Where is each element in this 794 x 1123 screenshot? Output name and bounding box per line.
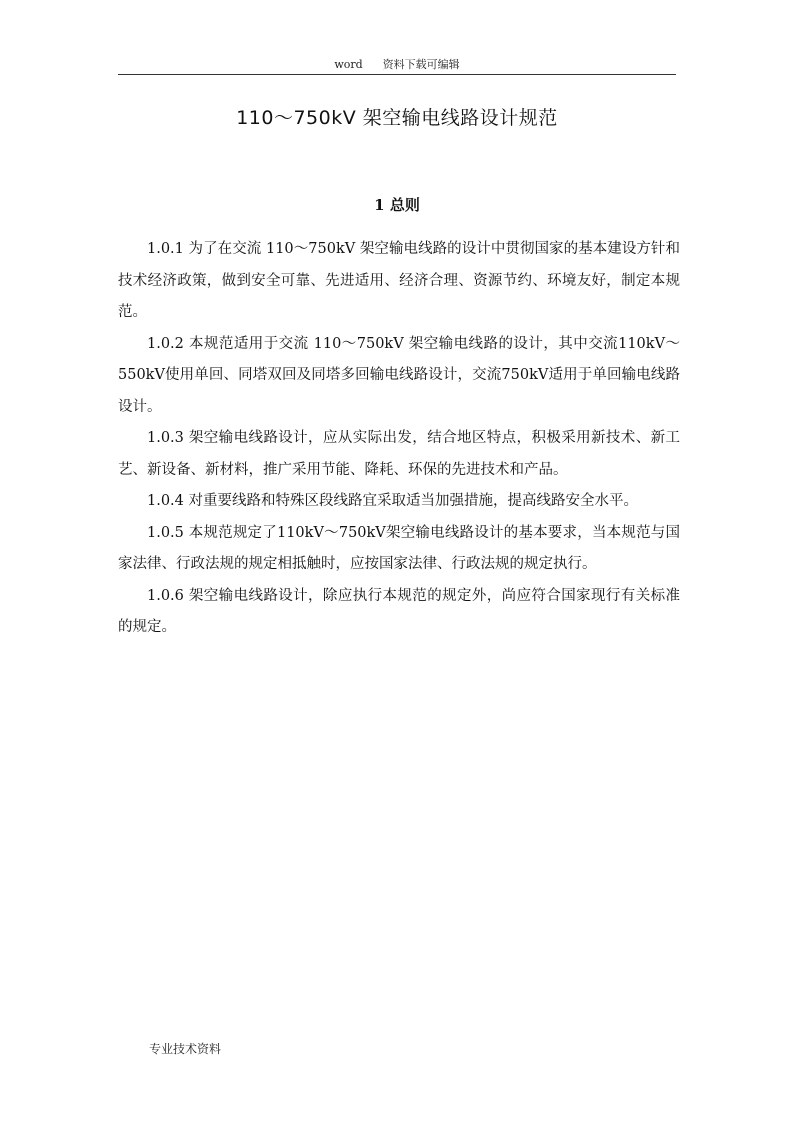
paragraph-1-0-3: 1.0.3 架空输电线路设计，应从实际出发，结合地区特点，积极采用新技术、新工艺、新设备、新材料，推广采用节能、降耗、环保的先进技术和产品。 [118,430,680,478]
paragraph-1-0-5: 1.0.5 本规范规定了110kV～750kV架空输电线路设计的基本要求，当本规范与国家法律、行政法规的规定相抵触时，应按国家法律、行政法规的规定执行。 [118,524,680,572]
header-divider [118,74,676,75]
page-header [118,56,676,74]
paragraph-1-0-4: 1.0.4 对重要线路和特殊区段线路宜采取适当加强措施，提高线路安全水平。 [147,493,639,509]
document-body [118,234,680,644]
header-editable-label: 资料下载可编辑 [382,58,460,71]
section-heading: 1 总则 [374,196,420,214]
paragraph-1-0-6: 1.0.6 架空输电线路设计，除应执行本规范的规定外，尚应符合国家现行有关标准的规定。 [118,587,680,635]
paragraph-1-0-2: 1.0.2 本规范适用于交流 110～750kV 架空输电线路的设计，其中交流110kV～550kV使用单回、同塔双回及同塔多回输电线路设计，交流750kV适用于单回输电线路设计。 [118,335,680,415]
paragraph-1-0-1: 1.0.1 为了在交流 110～750kV 架空输电线路的设计中贯彻国家的基本建设方针和技术经济政策，做到安全可靠、先进适用、经济合理、资源节约、环境友好，制定本规范。 [118,241,680,320]
header-word-label: word [334,58,363,71]
document-title: 110～750kV 架空输电线路设计规范 [236,107,558,129]
page-footer: 专业技术资料 [149,1042,222,1056]
